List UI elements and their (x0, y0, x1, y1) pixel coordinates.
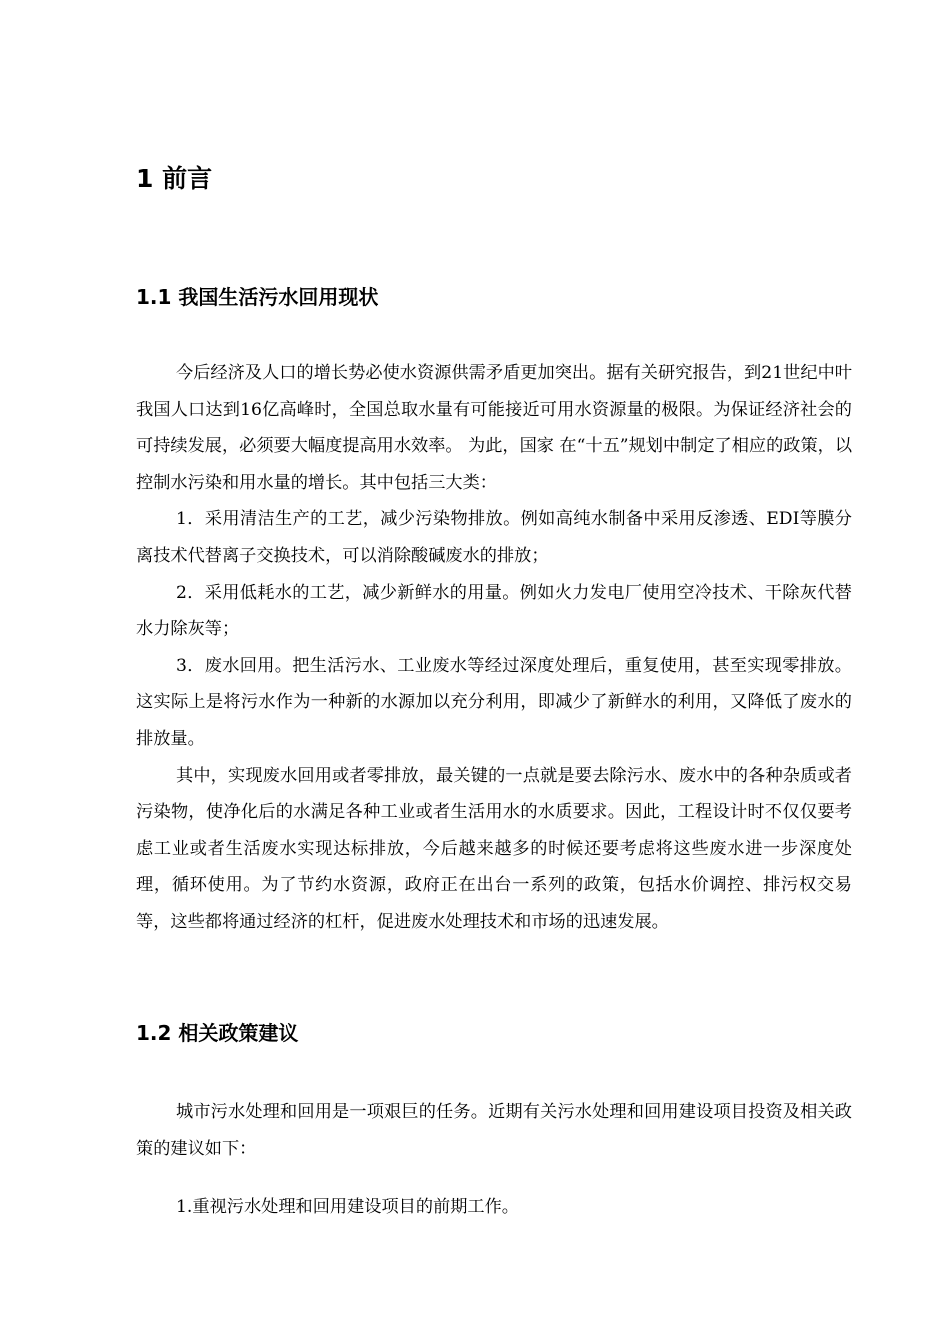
section-1-2-heading: 1.2 相关政策建议 (136, 1021, 299, 1045)
list-item: 3．废水回用。把生活污水、工业废水等经过深度处理后，重复使用，甚至实现零排放。这实际上是将污水作为一种新的水源加以充分利用，即减少了新鲜水的利用，又降低了废水的排放量。 (136, 655, 852, 749)
paragraph: 今后经济及人口的增长势必使水资源供需矛盾更加突出。据有关研究报告，到21世纪中叶我国人口达到16亿高峰时，全国总取水量有可能接近可用水资源量的极限。为保证经济社会的可持续发展，必须要大幅度提高用水效率。 为此，国家 在“十五”规划中制定了相应的政策，以控制水污染和用水量的增长。其中包括三大类： (136, 363, 853, 493)
list-item: 2．采用低耗水的工艺，减少新鲜水的用量。例如火力发电厂使用空冷技术、干除灰代替水力除灰等； (136, 582, 852, 640)
paragraph: 城市污水处理和回用是一项艰巨的任务。近期有关污水处理和回用建设项目投资及相关政策的建议如下： (136, 1102, 852, 1159)
list-item: 1.重视污水处理和回用建设项目的前期工作。 (176, 1197, 519, 1217)
section-1-1-body (136, 355, 852, 941)
chapter-heading: 1 前言 (136, 164, 213, 193)
list-item: 1．采用清洁生产的工艺，减少污染物排放。例如高纯水制备中采用反渗透、EDI等膜分离技术代替离子交换技术，可以消除酸碱废水的排放； (136, 509, 852, 566)
section-1-1-heading: 1.1 我国生活污水回用现状 (136, 285, 379, 309)
paragraph: 其中，实现废水回用或者零排放，最关键的一点就是要去除污水、废水中的各种杂质或者污染物，使净化后的水满足各种工业或者生活用水的水质要求。因此，工程设计时不仅仅要考虑工业或者生活废水实现达标排放，今后越来越多的时候还要考虑将这些废水进一步深度处理，循环使用。为了节约水资源，政府正在出台一系列的政策，包括水价调控、排污权交易等，这些都将通过经济的杠杆，促进废水处理技术和市场的迅速发展。 (136, 765, 852, 932)
